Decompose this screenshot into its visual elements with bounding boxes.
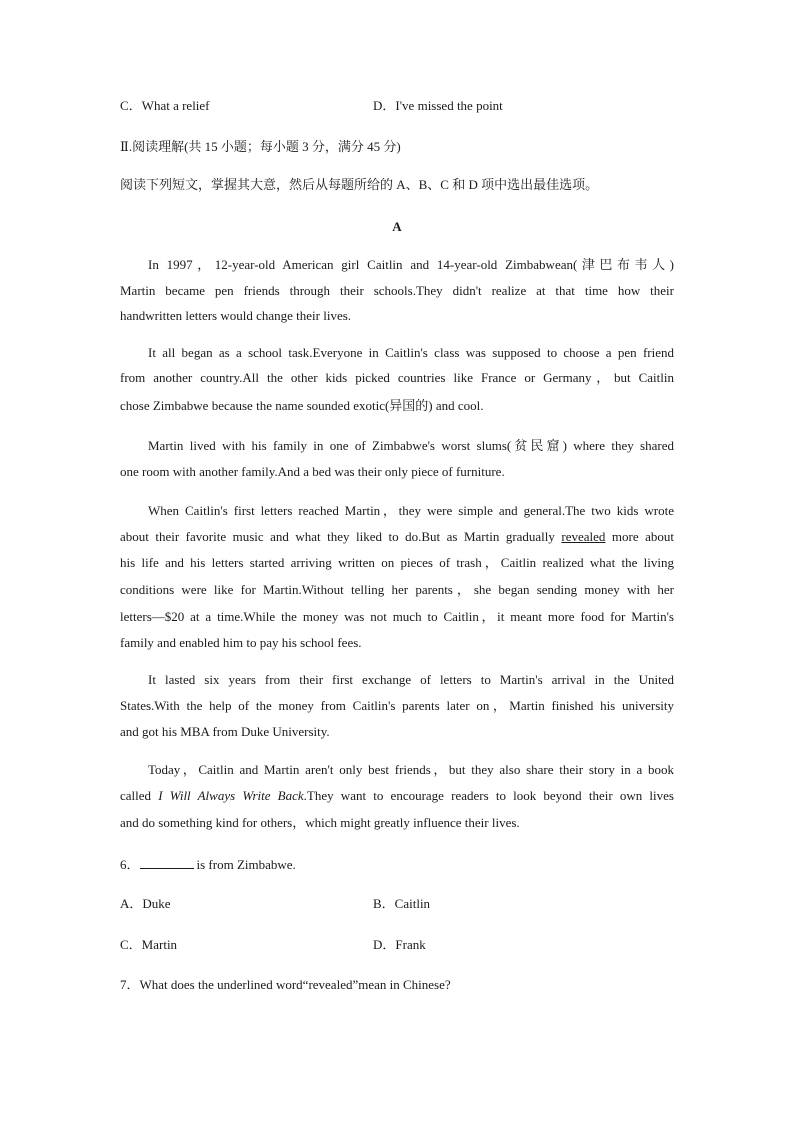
answer-blank (140, 857, 194, 869)
passage-label: A (392, 219, 402, 234)
passage-p2-line2: from another country.All the other kids picked countries like France or Germany，but Caitlin (120, 370, 674, 385)
passage-p6-line3: and do something kind for others，which might greatly influence their lives. (120, 815, 520, 830)
passage-p5-line2: States.With the help of the money from Caitlin's parents later on，Martin finished his university (120, 698, 674, 713)
passage-p4-line3: his life and his letters started arriving written on pieces of trash，Caitlin realized what the living (120, 555, 674, 570)
passage-p2-line3: chose Zimbabwe because the name sounded exotic(异国的) and cool. (120, 398, 484, 413)
passage-p2-line1: It all began as a school task.Everyone in Caitlin's class was supposed to choose a pen friend (148, 345, 674, 360)
p4-line2-text-after: more about (605, 529, 675, 544)
q6-option-b: B．Caitlin (373, 896, 431, 911)
question-6-stem: is from Zimbabwe. (196, 857, 296, 872)
q6-option-a: A．Duke (120, 896, 171, 911)
passage-p3-line1: Martin lived with his family in one of Zimbabwe's worst slums(贫民窟) where they shared (148, 438, 674, 453)
question-6-number: 6． (120, 857, 140, 872)
passage-p3-line2: one room with another family.And a bed was their only piece of furniture. (120, 464, 505, 479)
section-instruction: 阅读下列短文，掌握其大意，然后从每题所给的 A、B、C 和 D 项中选出最佳选项。 (120, 177, 599, 192)
passage-p4-line4: conditions were like for Martin.Without telling her parents，she began sending money with her (120, 582, 674, 597)
q6-option-d: D．Frank (373, 937, 426, 952)
passage-p4-line5: letters—$20 at a time.While the money was not much to Caitlin，it meant more food for Martin's (120, 609, 674, 624)
passage-p6-line1: Today，Caitlin and Martin aren't only best friends，but they also share their story in a book (148, 762, 674, 777)
passage-p6-line2 (120, 789, 674, 802)
question-6 (120, 857, 296, 871)
passage-p4-line6: family and enabled him to pay his school fees. (120, 635, 362, 650)
passage-p4-line1: When Caitlin's first letters reached Martin，they were simple and general.The two kids wrote (148, 503, 674, 518)
passage-p1-line2: Martin became pen friends through their schools.They didn't realize at that time how their (120, 283, 674, 298)
p4-line2-text-before: about their favorite music and what they liked to do.But as Martin gradually (120, 529, 562, 544)
p6-line2-text-before: called (120, 788, 159, 803)
q6-option-c: C．Martin (120, 937, 178, 952)
section-heading: Ⅱ.阅读理解(共 15 小题；每小题 3 分，满分 45 分) (120, 139, 401, 154)
p6-line2-text-after: .They want to encourage readers to look beyond their own lives (303, 788, 674, 803)
passage-p1-line3: handwritten letters would change their lives. (120, 308, 352, 323)
underlined-word-revealed: revealed (561, 529, 606, 544)
book-title: I Will Always Write Back (158, 788, 304, 803)
question-7: 7．What does the underlined word“revealed”mean in Chinese? (120, 977, 451, 992)
passage-p5-line3: and got his MBA from Duke University. (120, 724, 330, 739)
passage-p4-line2 (120, 530, 674, 543)
passage-p1-line1: In 1997，12-year-old American girl Caitlin and 14-year-old Zimbabwean(津巴布韦人) (148, 257, 674, 272)
passage-p5-line1: It lasted six years from their first exchange of letters to Martin's arrival in the United (148, 672, 674, 687)
prev-option-d: D．I've missed the point (373, 98, 503, 113)
prev-option-c: C．What a relief (120, 98, 210, 113)
